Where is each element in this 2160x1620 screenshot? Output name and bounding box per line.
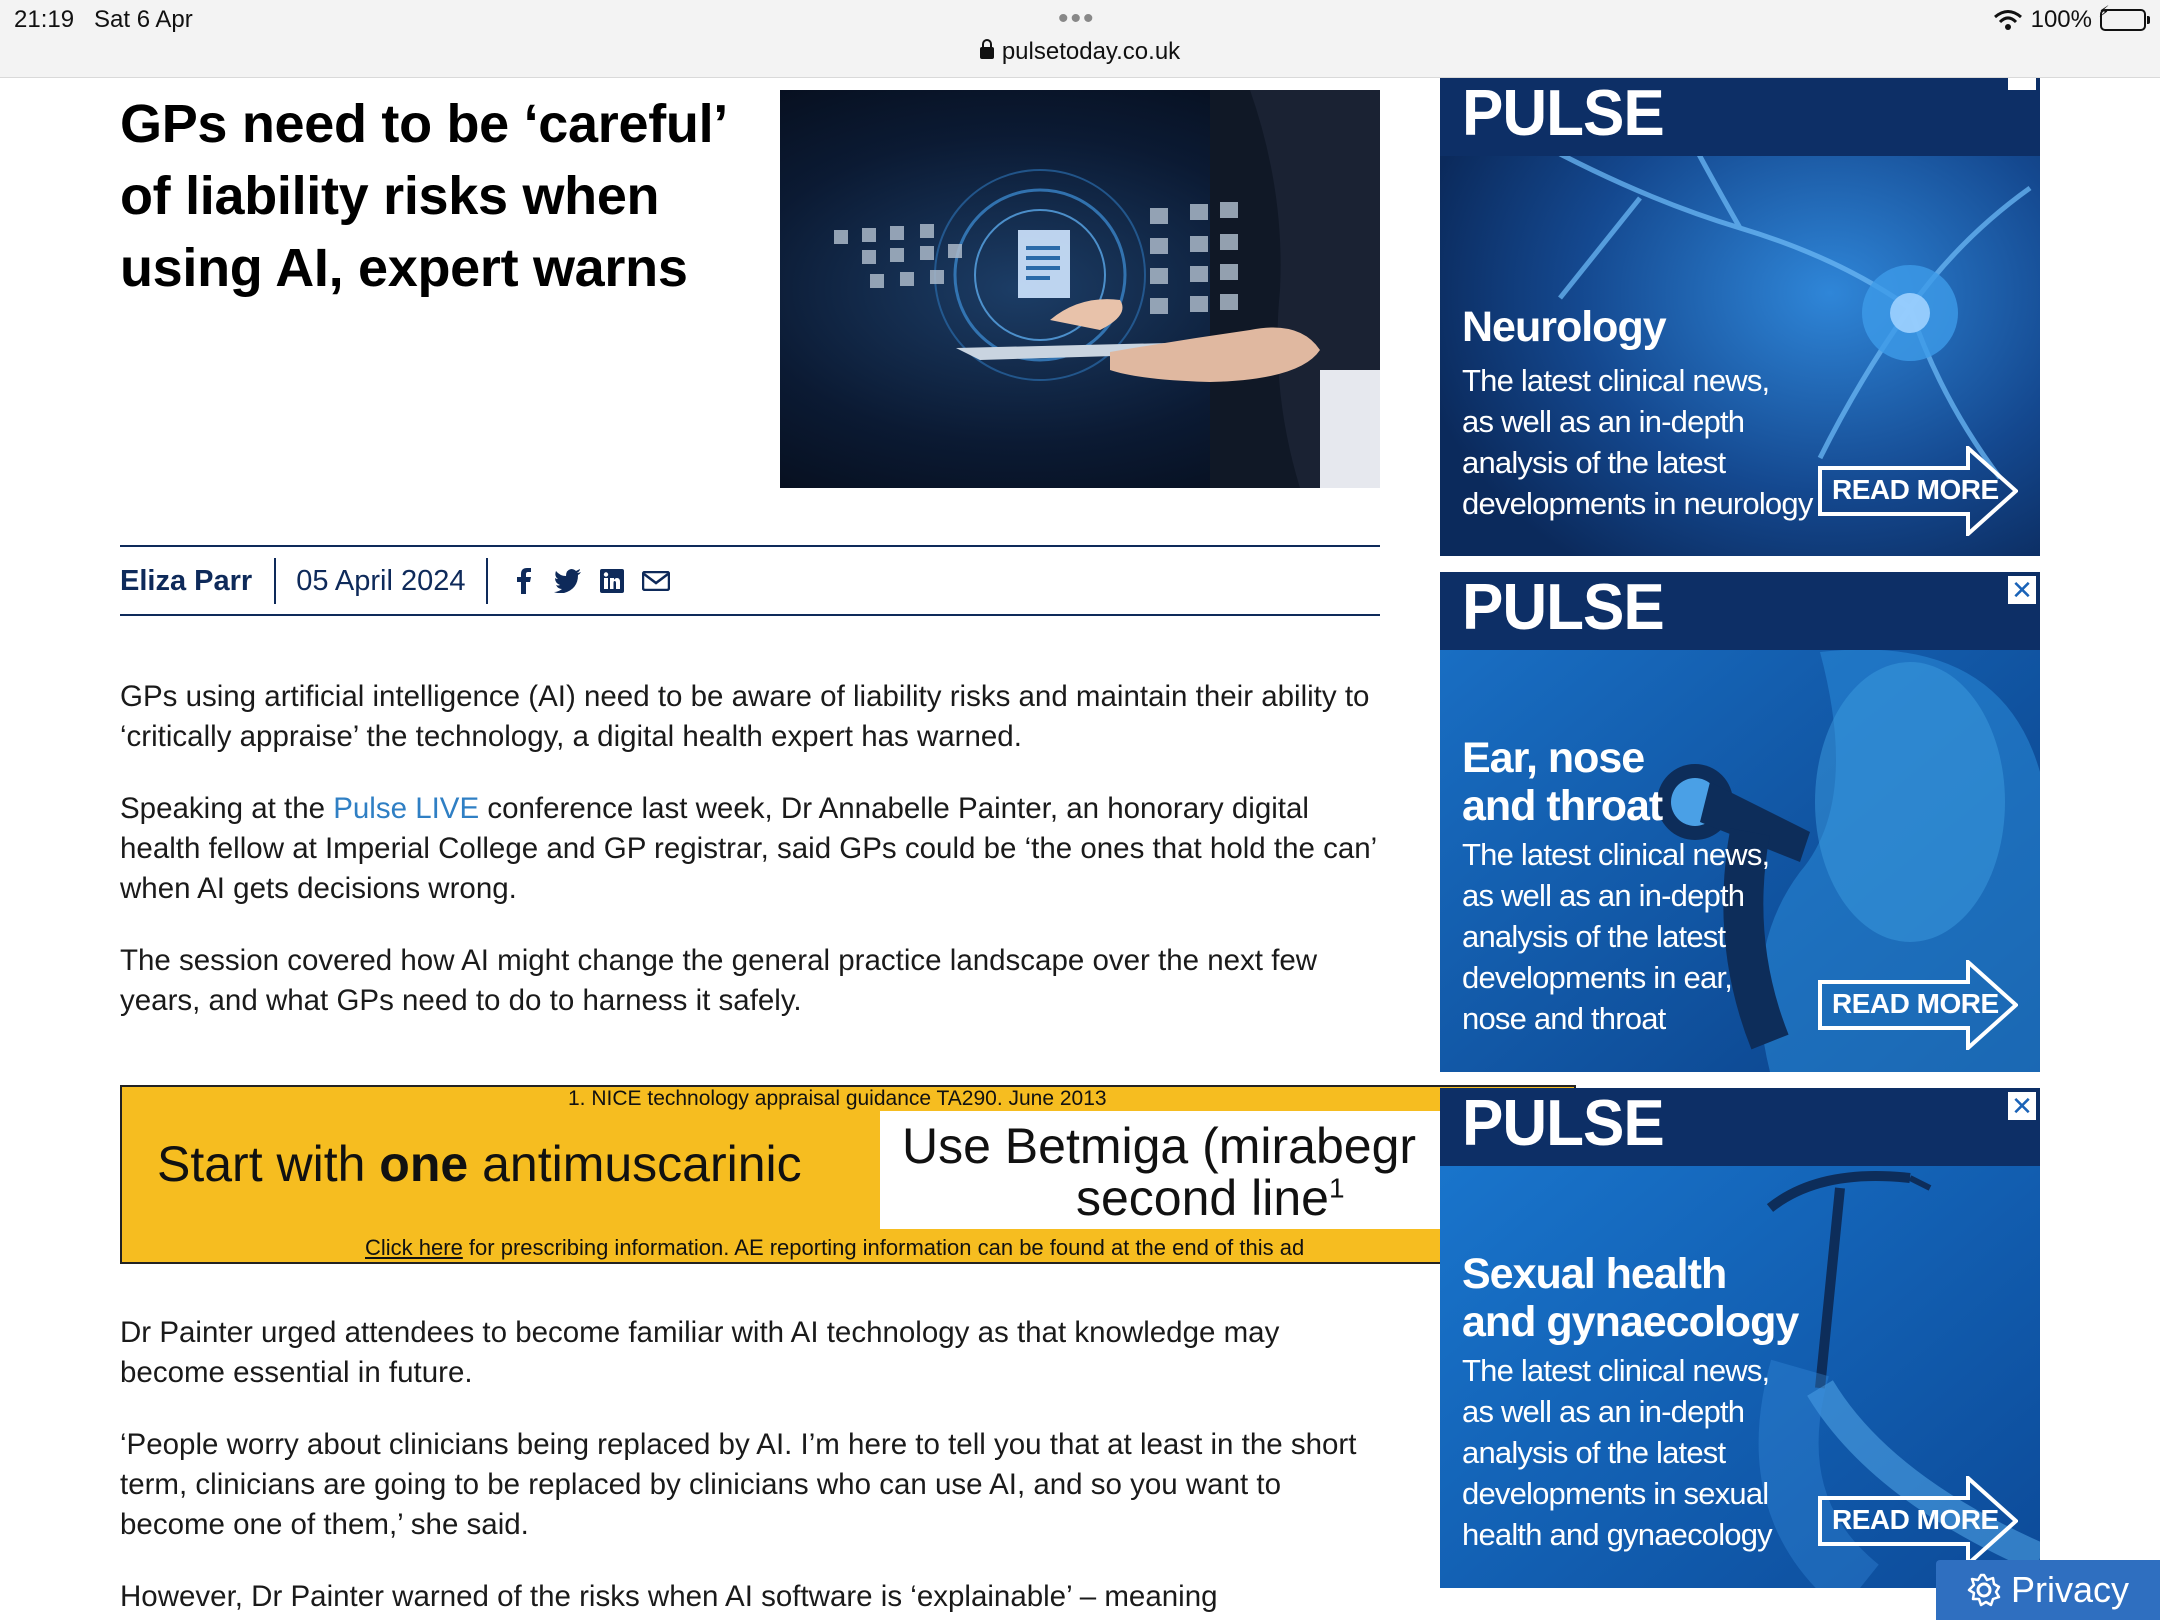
banner-footnote-mark: 1 [1328, 1172, 1345, 1204]
gear-icon [1967, 1573, 2001, 1607]
article-hero-image [780, 90, 1380, 488]
banner-headline-post: antimuscarinic [468, 1136, 802, 1192]
article-paragraph-5: ‘People worry about clinicians being replaced by AI. I’m here to tell you that at least in the short term, clinicians are going to be replaced by clinicians who can use AI, and so you want to become one of them,’ she said. [120, 1428, 1357, 1541]
ad-description: The latest clinical news, as well as an in-depth analysis of the latest developments in sexual health and gynaecology [1462, 1353, 1772, 1552]
read-more-label: READ MORE [1832, 988, 1999, 1019]
privacy-label: Privacy [2010, 1569, 2130, 1610]
article-paragraph-1: GPs using artificial intelligence (AI) need to be aware of liability risks and maintain their ability to ‘critically appraise’ the technology, a digital health expert has warned. [120, 680, 1370, 753]
close-ad-icon[interactable]: ✕ [2008, 1092, 2036, 1120]
read-more-button[interactable] [1818, 960, 2018, 1050]
email-icon[interactable] [642, 567, 670, 595]
banner-headline [157, 1135, 802, 1193]
banner-headline-pre: Start with [157, 1136, 380, 1192]
prescribing-info-link[interactable]: Click here [365, 1235, 463, 1260]
article-paragraph-6: However, Dr Painter warned of the risks when AI software is ‘explainable’ – meaning [120, 1580, 1218, 1613]
paragraph-2-text-b: conference last week, Dr Annabelle Painter, an honorary digital health fellow at Imperial College and GP registrar, said GPs could be ‘the ones that hold the can’ when AI gets decisions wrong. [120, 792, 1377, 905]
ad-title: Neurology [1462, 303, 1666, 351]
url-text: pulsetoday.co.uk [1001, 38, 1181, 65]
paragraph-2-text-a: Speaking at the [120, 792, 334, 825]
facebook-icon[interactable] [510, 567, 538, 595]
article-headline: GPs need to be ‘careful’ of liability risks when using AI, expert warns [120, 94, 725, 298]
battery-percent: 100% [2030, 6, 2092, 33]
article-paragraph-3: The session covered how AI might change the general practice landscape over the next few years, and what GPs need to do to harness it safely. [120, 944, 1318, 1017]
status-indicators [1993, 4, 2146, 36]
hero-illustration [780, 90, 1380, 488]
close-ad-icon[interactable]: ✕ [2008, 576, 2036, 604]
read-more-label: READ MORE [1832, 474, 1999, 505]
pulse-logo: PULSE [1462, 572, 1664, 644]
banner-footer-text: for prescribing information. AE reporting information can be found at the end of this ad [462, 1235, 1305, 1260]
banner-footer [365, 1235, 1304, 1261]
ad-description: The latest clinical news, as well as an in-depth analysis of the latest developments in neurology [1462, 363, 1813, 521]
lock-icon [980, 47, 994, 59]
ad-title: Sexual health and gynaecology [1462, 1250, 1799, 1346]
linkedin-icon[interactable] [598, 567, 626, 595]
wifi-icon [1993, 9, 2023, 31]
pulse-live-link[interactable]: Pulse LIVE [333, 792, 480, 825]
banner-reference: 1. NICE technology appraisal guidance TA290. June 2013 [568, 1087, 1107, 1110]
article-paragraph-2 [120, 789, 1390, 909]
close-ad-icon-partial[interactable] [2008, 78, 2036, 90]
clock-time: 21:19 [14, 6, 75, 33]
banner-white-line-2-text: second line [1076, 1170, 1329, 1226]
clock-date: Sat 6 Apr [94, 6, 193, 33]
banner-headline-bold: one [379, 1136, 469, 1192]
multitasking-dots-icon[interactable]: ••• [1058, 2, 1096, 35]
privacy-button[interactable] [1936, 1560, 2160, 1620]
ad-title: Ear, nose and throat [1462, 734, 1663, 830]
pulse-logo: PULSE [1462, 78, 1664, 150]
side-ad-ear-nose-throat[interactable] [1440, 572, 2040, 1072]
side-ad-sexual-health[interactable] [1440, 1088, 2040, 1588]
twitter-icon[interactable] [554, 567, 582, 595]
share-buttons [488, 567, 670, 595]
pulse-logo: PULSE [1462, 1088, 1664, 1160]
read-more-button[interactable] [1818, 446, 2018, 536]
banner-white-line-2 [1076, 1169, 1345, 1227]
browser-status-bar [0, 0, 2160, 78]
article-byline [120, 545, 1380, 616]
side-ad-neurology[interactable] [1440, 78, 2040, 556]
ad-description: The latest clinical news, as well as an in-depth analysis of the latest developments in ear, nose and throat [1462, 837, 1770, 1036]
publish-date: 05 April 2024 [276, 558, 487, 604]
read-more-button[interactable] [1818, 1476, 2018, 1566]
address-bar[interactable] [0, 38, 2160, 66]
betmiga-banner-ad[interactable] [120, 1085, 1576, 1264]
banner-white-line-1: Use Betmiga (mirabegr [902, 1118, 1417, 1174]
battery-charging-icon: ⚡ [2100, 9, 2146, 31]
read-more-label: READ MORE [1832, 1504, 1999, 1535]
author-link[interactable]: Eliza Parr [120, 558, 276, 604]
article-paragraph-4: Dr Painter urged attendees to become familiar with AI technology as that knowledge may become essential in future. [120, 1316, 1280, 1389]
